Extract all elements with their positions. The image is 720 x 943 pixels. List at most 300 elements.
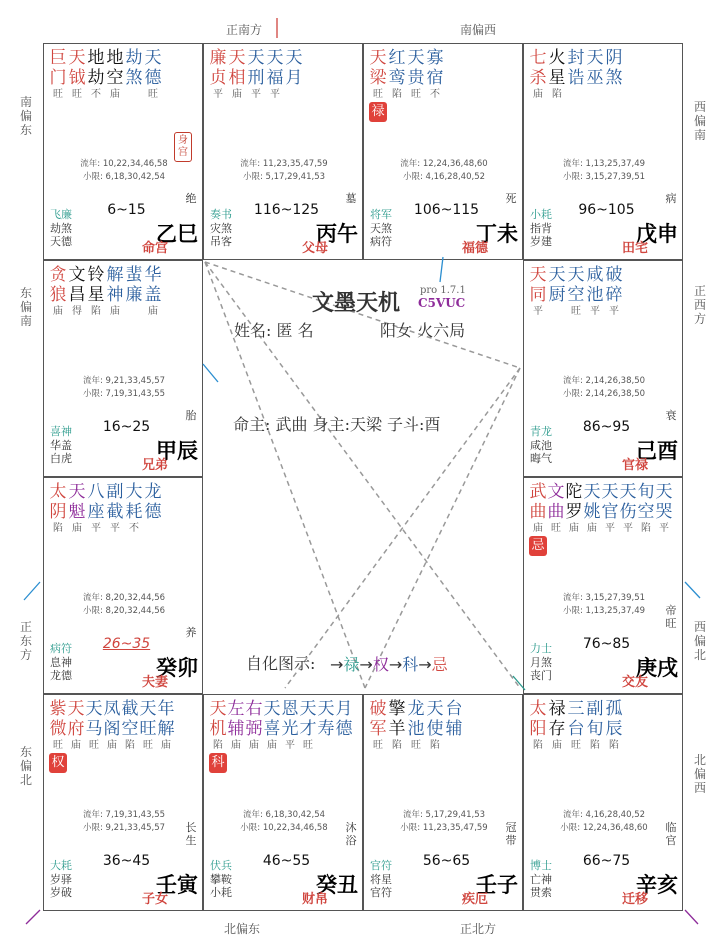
- palace-name: 财帛: [301, 892, 328, 907]
- palace-子女[interactable]: [43, 694, 203, 911]
- ganzhi: 乙巳: [156, 221, 198, 246]
- star-brightness: 旺: [148, 89, 158, 100]
- star: [605, 699, 623, 753]
- minor-god: 咸池: [530, 438, 552, 452]
- star-brightness: 庙: [267, 740, 277, 751]
- star-name: 天 德: [144, 48, 162, 88]
- star: [605, 48, 623, 88]
- star: [106, 265, 124, 319]
- star-brightness: 庙: [552, 740, 562, 751]
- star-brightness: 不: [91, 89, 101, 100]
- xiaoxian-line: 小限: 4,16,28,40,52: [402, 172, 486, 182]
- star: [426, 699, 444, 753]
- minor-god: 奏书: [210, 208, 232, 221]
- star-brightness: 陷: [91, 306, 101, 317]
- minor-god: 月煞: [530, 655, 552, 669]
- star-name: 寡 宿: [426, 48, 444, 88]
- minor-god: 将军: [370, 208, 392, 221]
- liunian-line: 流年: 10,22,34,46,58: [80, 159, 168, 169]
- star: [49, 699, 67, 753]
- star-brightness: 陷: [125, 740, 135, 751]
- palace-田宅[interactable]: [523, 43, 683, 260]
- direction-label: 正北方: [460, 922, 497, 936]
- direction-label: 正东方: [19, 620, 32, 662]
- minor-god: 吊客: [210, 235, 232, 248]
- star-name: 天 机: [209, 699, 227, 739]
- star: [601, 482, 619, 536]
- star-brightness: 旺: [53, 89, 63, 100]
- hua-ji: 忌: [431, 655, 448, 674]
- minor-gods: [50, 425, 72, 466]
- ganzhi: 壬子: [476, 872, 518, 897]
- hua-legend: →禄→权→科→忌: [330, 655, 448, 674]
- star: [586, 48, 604, 88]
- star-name: 天 刑: [247, 48, 265, 88]
- direction-label: 西偏北: [693, 620, 706, 662]
- star-name: 天 巫: [586, 48, 604, 88]
- star-brightness: 庙: [107, 740, 117, 751]
- star-name: 天 贵: [407, 48, 425, 88]
- star-name: 太 阳: [529, 699, 547, 739]
- star: [266, 48, 284, 102]
- minor-god: 指背: [530, 221, 552, 235]
- star: [49, 48, 67, 102]
- star: [655, 482, 673, 536]
- star-name: 解 神: [106, 265, 124, 305]
- star: [106, 48, 124, 102]
- star-name: 左 辅: [227, 699, 245, 739]
- star-name: 天 福: [266, 48, 284, 88]
- liunian-line: 流年: 3,15,27,39,51: [562, 593, 646, 603]
- star-name: 七 杀: [529, 48, 547, 88]
- life-stage: 病: [665, 192, 677, 205]
- star-name: 华 盖: [144, 265, 162, 305]
- age-range: 106~115: [413, 202, 480, 218]
- star-name: 天 哭: [655, 482, 673, 522]
- age-range: 26~35: [102, 636, 151, 652]
- star: [548, 699, 566, 753]
- star: [529, 482, 547, 536]
- star-brightness: 平: [623, 523, 633, 534]
- star: [369, 48, 387, 102]
- palace-夫妻[interactable]: [43, 477, 203, 694]
- minor-god: 岁建: [530, 235, 552, 248]
- minor-god: 亡神: [530, 872, 552, 886]
- star: [209, 48, 227, 102]
- star-brightness: 庙: [533, 89, 543, 100]
- star-name: 孤 辰: [605, 699, 623, 739]
- xiaoxian-line: 小限: 12,24,36,48,60: [560, 823, 648, 833]
- life-stage: 长 生: [185, 821, 197, 847]
- age-range: 16~25: [102, 419, 151, 435]
- hua-ke: 科: [402, 655, 419, 674]
- star: [407, 48, 425, 102]
- star-name: 三 台: [567, 699, 585, 739]
- star-name: 蜚 廉: [125, 265, 143, 305]
- star-brightness: 陷: [53, 523, 63, 534]
- ganzhi: 戊申: [636, 221, 678, 246]
- star: [106, 482, 124, 536]
- star: [125, 482, 143, 536]
- star: [567, 265, 585, 319]
- star: [548, 265, 566, 305]
- minor-gods: [530, 208, 552, 249]
- app-title: 文墨天机: [312, 290, 401, 316]
- star: [583, 482, 601, 536]
- star: [103, 699, 121, 753]
- star: [67, 699, 85, 753]
- star-name: 天 伤: [619, 482, 637, 522]
- star: [85, 699, 103, 753]
- star-name: 廉 贞: [209, 48, 227, 88]
- star-brightness: 庙: [72, 523, 82, 534]
- star-name: 大 耗: [125, 482, 143, 522]
- life-stage: 冠 带: [505, 821, 517, 847]
- minor-gods: [50, 208, 72, 249]
- star-name: 天 寿: [317, 699, 335, 739]
- minor-god: 贯索: [530, 886, 552, 899]
- direction-label: 南偏东: [19, 95, 32, 137]
- master-line: 命主: 武曲 身主:天梁 子斗:酉: [233, 415, 441, 434]
- star-brightness: 平: [91, 523, 101, 534]
- palace-name: 命宫: [141, 241, 168, 256]
- minor-gods: [50, 859, 72, 900]
- star: [247, 48, 265, 102]
- gender-line: 阳女 火六局: [380, 321, 466, 340]
- star-brightness: 陷: [552, 89, 562, 100]
- star-name: 月 德: [335, 699, 353, 739]
- direction-label: 西偏南: [693, 100, 706, 142]
- star: [157, 699, 175, 753]
- star: [209, 699, 227, 753]
- star-name: 紫 微: [49, 699, 67, 739]
- age-range: 66~75: [582, 853, 631, 869]
- star: [529, 699, 547, 753]
- star-name: 红 鸾: [388, 48, 406, 88]
- ganzhi: 壬寅: [156, 872, 198, 897]
- star-brightness: 旺: [373, 740, 383, 751]
- star-name: 八 座: [87, 482, 105, 522]
- star: [335, 699, 353, 739]
- minor-god: 伏兵: [210, 859, 232, 872]
- star-brightness: 庙: [232, 89, 242, 100]
- liunian-line: 流年: 11,23,35,47,59: [240, 159, 328, 169]
- star-brightness: 旺: [571, 740, 581, 751]
- star-name: 龙 池: [407, 699, 425, 739]
- life-stage: 帝 旺: [665, 604, 677, 630]
- star-brightness: 庙: [110, 89, 120, 100]
- age-range: 96~105: [578, 202, 635, 218]
- star: [144, 482, 162, 522]
- star-brightness: 旺: [53, 740, 63, 751]
- age-range: 6~15: [107, 202, 146, 218]
- ganzhi: 己酉: [636, 438, 678, 463]
- star-brightness: 庙: [231, 740, 241, 751]
- star-name: 阴 煞: [605, 48, 623, 88]
- star: [49, 482, 67, 536]
- star-brightness: 旺: [411, 740, 421, 751]
- age-range: 116~125: [253, 202, 320, 218]
- star: [445, 699, 463, 739]
- ganzhi: 癸丑: [316, 872, 358, 897]
- star-brightness: 陷: [392, 740, 402, 751]
- minor-god: 灾煞: [210, 221, 232, 235]
- star: [68, 265, 86, 319]
- minor-god: 岁破: [50, 886, 72, 899]
- star-name: 副 旬: [586, 699, 604, 739]
- star-name: 台 辅: [445, 699, 463, 739]
- minor-gods: [530, 859, 552, 900]
- star: [281, 699, 299, 753]
- star-name: 右 弼: [245, 699, 263, 739]
- star-name: 文 曲: [547, 482, 565, 522]
- star: [227, 699, 245, 753]
- minor-god: 丧门: [530, 669, 552, 682]
- age-range: 56~65: [422, 853, 471, 869]
- body-palace-badge: 身宫: [174, 132, 192, 162]
- star: [426, 48, 444, 102]
- star: [125, 48, 143, 88]
- hua-badge: 禄: [369, 102, 387, 122]
- version: pro 1.7.1: [420, 285, 466, 296]
- minor-god: 病符: [370, 235, 392, 248]
- minor-gods: [210, 859, 232, 900]
- star-brightness: 陷: [533, 740, 543, 751]
- star-brightness: 平: [605, 523, 615, 534]
- star-name: 破 军: [369, 699, 387, 739]
- star-name: 擎 羊: [388, 699, 406, 739]
- palace-name: 交友: [621, 675, 648, 690]
- palace-官禄[interactable]: [523, 260, 683, 477]
- hua-badge: 科: [209, 753, 227, 773]
- star: [619, 482, 637, 536]
- star: [637, 482, 655, 536]
- star-name: 武 曲: [529, 482, 547, 522]
- palace-福德[interactable]: [363, 43, 523, 260]
- star-name: 天 才: [299, 699, 317, 739]
- palace-命宫[interactable]: [43, 43, 203, 260]
- liunian-line: 流年: 4,16,28,40,52: [562, 810, 646, 820]
- star-brightness: 不: [129, 523, 139, 534]
- minor-god: 息神: [50, 655, 72, 669]
- star: [68, 482, 86, 536]
- direction-label: 南偏西: [460, 23, 497, 37]
- minor-god: 官符: [370, 859, 392, 872]
- life-stage: 死: [505, 192, 517, 205]
- star: [87, 265, 105, 319]
- star: [567, 48, 585, 88]
- star-name: 破 碎: [605, 265, 623, 305]
- minor-god: 攀鞍: [210, 872, 232, 886]
- liunian-line: 流年: 1,13,25,37,49: [562, 159, 646, 169]
- star-name: 地 劫: [87, 48, 105, 88]
- star-brightness: 平: [533, 306, 543, 317]
- star-name: 天 姚: [583, 482, 601, 522]
- arrow-line: [26, 910, 40, 924]
- star-name: 劫 煞: [125, 48, 143, 88]
- star: [285, 48, 303, 88]
- palace-财帛[interactable]: [203, 694, 363, 911]
- star: [586, 699, 604, 753]
- liunian-line: 流年: 12,24,36,48,60: [400, 159, 488, 169]
- xiaoxian-line: 小限: 2,14,26,38,50: [562, 389, 646, 399]
- star-name: 天 梁: [369, 48, 387, 88]
- star-brightness: 庙: [53, 306, 63, 317]
- star-brightness: 平: [285, 740, 295, 751]
- star: [228, 48, 246, 102]
- palace-交友[interactable]: [523, 477, 683, 694]
- minor-god: 大耗: [50, 859, 72, 872]
- hua-label: 自化图示:: [246, 654, 316, 673]
- minor-god: 官符: [370, 886, 392, 899]
- palace-兄弟[interactable]: [43, 260, 203, 477]
- star-name: 太 阴: [49, 482, 67, 522]
- star-name: 天 相: [228, 48, 246, 88]
- star: [529, 48, 547, 102]
- minor-gods: [530, 425, 552, 466]
- minor-god: 将星: [370, 872, 392, 886]
- minor-god: 天德: [50, 235, 72, 248]
- star: [139, 699, 157, 753]
- minor-god: 小耗: [210, 886, 232, 899]
- star: [68, 48, 86, 102]
- liunian-line: 流年: 7,19,31,43,55: [82, 810, 166, 820]
- star-brightness: 平: [609, 306, 619, 317]
- minor-god: 力士: [530, 642, 552, 655]
- star: [299, 699, 317, 753]
- star-brightness: 庙: [148, 306, 158, 317]
- star-name: 天 旺: [139, 699, 157, 739]
- star-brightness: 旺: [373, 89, 383, 100]
- star: [547, 482, 565, 536]
- life-stage: 养: [185, 626, 197, 639]
- star: [369, 699, 387, 753]
- palace-name: 田宅: [621, 241, 648, 256]
- xiaoxian-line: 小限: 5,17,29,41,53: [242, 172, 326, 182]
- star-brightness: 平: [110, 523, 120, 534]
- minor-god: 青龙: [530, 425, 552, 438]
- direction-label: 正西方: [693, 284, 706, 326]
- xiaoxian-line: 小限: 7,19,31,43,55: [82, 389, 166, 399]
- star-brightness: 旺: [143, 740, 153, 751]
- star-name: 咸 池: [586, 265, 604, 305]
- star-name: 天 空: [567, 265, 585, 305]
- xiaoxian-line: 小限: 8,20,32,44,56: [82, 606, 166, 616]
- palace-name: 疾厄: [461, 892, 488, 907]
- minor-god: 华盖: [50, 438, 72, 452]
- palace-迁移[interactable]: [523, 694, 683, 911]
- star-brightness: 不: [430, 89, 440, 100]
- star: [567, 699, 585, 753]
- star-name: 天 府: [67, 699, 85, 739]
- minor-god: 飞廉: [50, 208, 72, 221]
- star-brightness: 陷: [392, 89, 402, 100]
- star: [586, 265, 604, 319]
- chart-code: C5VUC: [418, 296, 466, 310]
- star: [388, 699, 406, 753]
- ganzhi: 庚戌: [636, 655, 678, 680]
- minor-god: 喜神: [50, 425, 72, 438]
- star-name: 天 官: [601, 482, 619, 522]
- ganzhi: 丙午: [316, 221, 358, 246]
- star: [407, 699, 425, 753]
- star-name: 截 空: [121, 699, 139, 739]
- star-name: 天 魁: [68, 482, 86, 522]
- xiaoxian-line: 小限: 9,21,33,45,57: [82, 823, 166, 833]
- star-brightness: 庙: [71, 740, 81, 751]
- star-name: 文 昌: [68, 265, 86, 305]
- direction-label: 东偏北: [19, 745, 32, 787]
- minor-god: 晦气: [530, 452, 552, 465]
- star-name: 天 马: [85, 699, 103, 739]
- palace-name: 夫妻: [141, 675, 168, 690]
- hua-quan: 权: [372, 655, 389, 674]
- star: [125, 265, 143, 305]
- star-name: 凤 阁: [103, 699, 121, 739]
- arrow-line: [685, 910, 698, 924]
- star-brightness: 庙: [249, 740, 259, 751]
- star-name: 封 诰: [567, 48, 585, 88]
- liunian-line: 流年: 5,17,29,41,53: [402, 810, 486, 820]
- star: [317, 699, 335, 739]
- star: [529, 265, 547, 319]
- star-brightness: 陷: [641, 523, 651, 534]
- age-range: 76~85: [582, 636, 631, 652]
- palace-name: 子女: [141, 892, 168, 907]
- star-name: 龙 德: [144, 482, 162, 522]
- age-range: 46~55: [262, 853, 311, 869]
- palace-name: 迁移: [621, 892, 648, 907]
- life-stage: 沐 浴: [345, 821, 357, 847]
- star-brightness: 陷: [609, 740, 619, 751]
- palace-疾厄[interactable]: [363, 694, 523, 911]
- liunian-line: 流年: 8,20,32,44,56: [82, 593, 166, 603]
- star-name: 贪 狼: [49, 265, 67, 305]
- star-brightness: 陷: [430, 740, 440, 751]
- star-name: 禄 存: [548, 699, 566, 739]
- star-brightness: 旺: [571, 306, 581, 317]
- xiaoxian-line: 小限: 10,22,34,46,58: [240, 823, 328, 833]
- star-brightness: 旺: [411, 89, 421, 100]
- arrow-line: [685, 582, 700, 598]
- star-brightness: 陷: [213, 740, 223, 751]
- ganzhi: 丁未: [476, 221, 518, 246]
- minor-god: 天煞: [370, 221, 392, 235]
- star-brightness: 平: [213, 89, 223, 100]
- life-stage: 临 官: [665, 821, 677, 847]
- star-brightness: 旺: [72, 89, 82, 100]
- star-brightness: 得: [72, 306, 82, 317]
- palace-父母[interactable]: [203, 43, 363, 260]
- star-name: 陀 罗: [565, 482, 583, 522]
- star-name: 天 厨: [548, 265, 566, 305]
- star-brightness: 平: [270, 89, 280, 100]
- star: [245, 699, 263, 753]
- star: [49, 265, 67, 319]
- star-name: 副 截: [106, 482, 124, 522]
- direction-label: 正南方: [226, 23, 263, 37]
- life-stage: 墓: [345, 192, 357, 205]
- star-brightness: 旺: [551, 523, 561, 534]
- star-brightness: 庙: [533, 523, 543, 534]
- star-name: 铃 星: [87, 265, 105, 305]
- minor-god: 小耗: [530, 208, 552, 221]
- xiaoxian-line: 小限: 11,23,35,47,59: [400, 823, 488, 833]
- xiaoxian-line: 小限: 3,15,27,39,51: [562, 172, 646, 182]
- age-range: 86~95: [582, 419, 631, 435]
- star-brightness: 庙: [110, 306, 120, 317]
- star-name: 巨 门: [49, 48, 67, 88]
